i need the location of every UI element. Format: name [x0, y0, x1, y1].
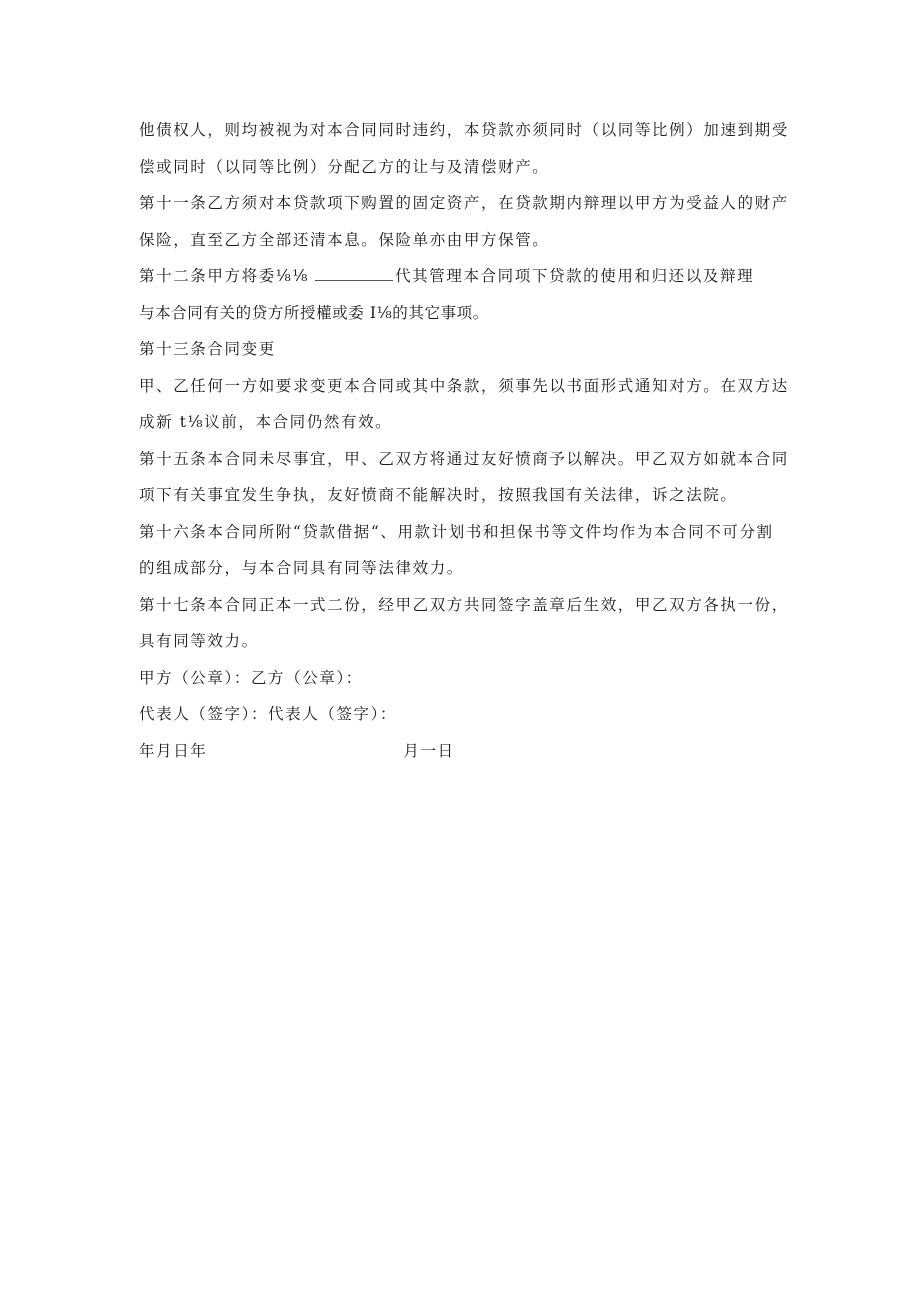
clause-13-line: 成新 t⅛议前，本合同仍然有效。: [139, 413, 393, 431]
clause-16-line: 的组成部分，与本合同具有同等法律效力。: [139, 559, 464, 577]
seal-line: 甲方（公章）：乙方（公章）：: [139, 668, 363, 687]
clause-16-line: 第十六条本合同所附“贷款借据“、用款计划书和担保书等文件均作为本合同不可分割: [139, 522, 774, 541]
clause-13-line: 甲、乙任何一方如要求变更本合同或其中条款，须事先以书面形式通知对方。在双方达: [139, 376, 789, 395]
clause-12-line: 与本合同有关的贷方所授權或委 I⅛的其它事项。: [139, 303, 489, 322]
paragraph-line: 他债权人，则均被视为对本合同同时违约，本贷款亦须同时（以同等比例）加速到期受: [139, 121, 789, 139]
paragraph-line: 偿或同时（以同等比例）分配乙方的让与及清偿财产。: [139, 157, 550, 176]
clause-12-text-after: 代其管理本合同项下贷款的使用和归还以及辩理: [395, 267, 755, 285]
clause-12-line: [139, 258, 799, 295]
date-line: [139, 733, 799, 770]
clause-17-line: 具有同等效力。: [139, 632, 259, 650]
clause-15-line: 项下有关事宜发生争执，友好愤商不能解决时，按照我国有关法律，诉之法院。: [139, 486, 738, 504]
clause-13-heading: 第十三条合同变更: [139, 340, 276, 358]
blank-underline: [315, 266, 393, 281]
clause-11-line: 保险，直至乙方全部还清本息。保险单亦由甲方保管。: [139, 230, 550, 249]
signature-line: 代表人（签字）：代表人（签字）：: [139, 705, 398, 723]
date-right: 月一日: [403, 741, 455, 760]
contract-body: [139, 112, 799, 769]
clause-12-text-before: 第十二条甲方将委⅛⅛: [139, 267, 310, 285]
clause-11-line: 第十一条乙方须对本贷款项下购置的固定资产，在贷款期内辩理以甲方为受益人的财产: [139, 194, 789, 212]
clause-15-line: 第十五条本合同未尽事宜，甲、乙双方将通过友好愤商予以解决。甲乙双方如就本合同: [139, 449, 789, 468]
clause-17-line: 第十七条本合同正本一式二份，经甲乙双方共同签字盖章后生效，甲乙双方各执一份，: [139, 595, 789, 614]
date-left: 年月日年: [139, 741, 208, 760]
